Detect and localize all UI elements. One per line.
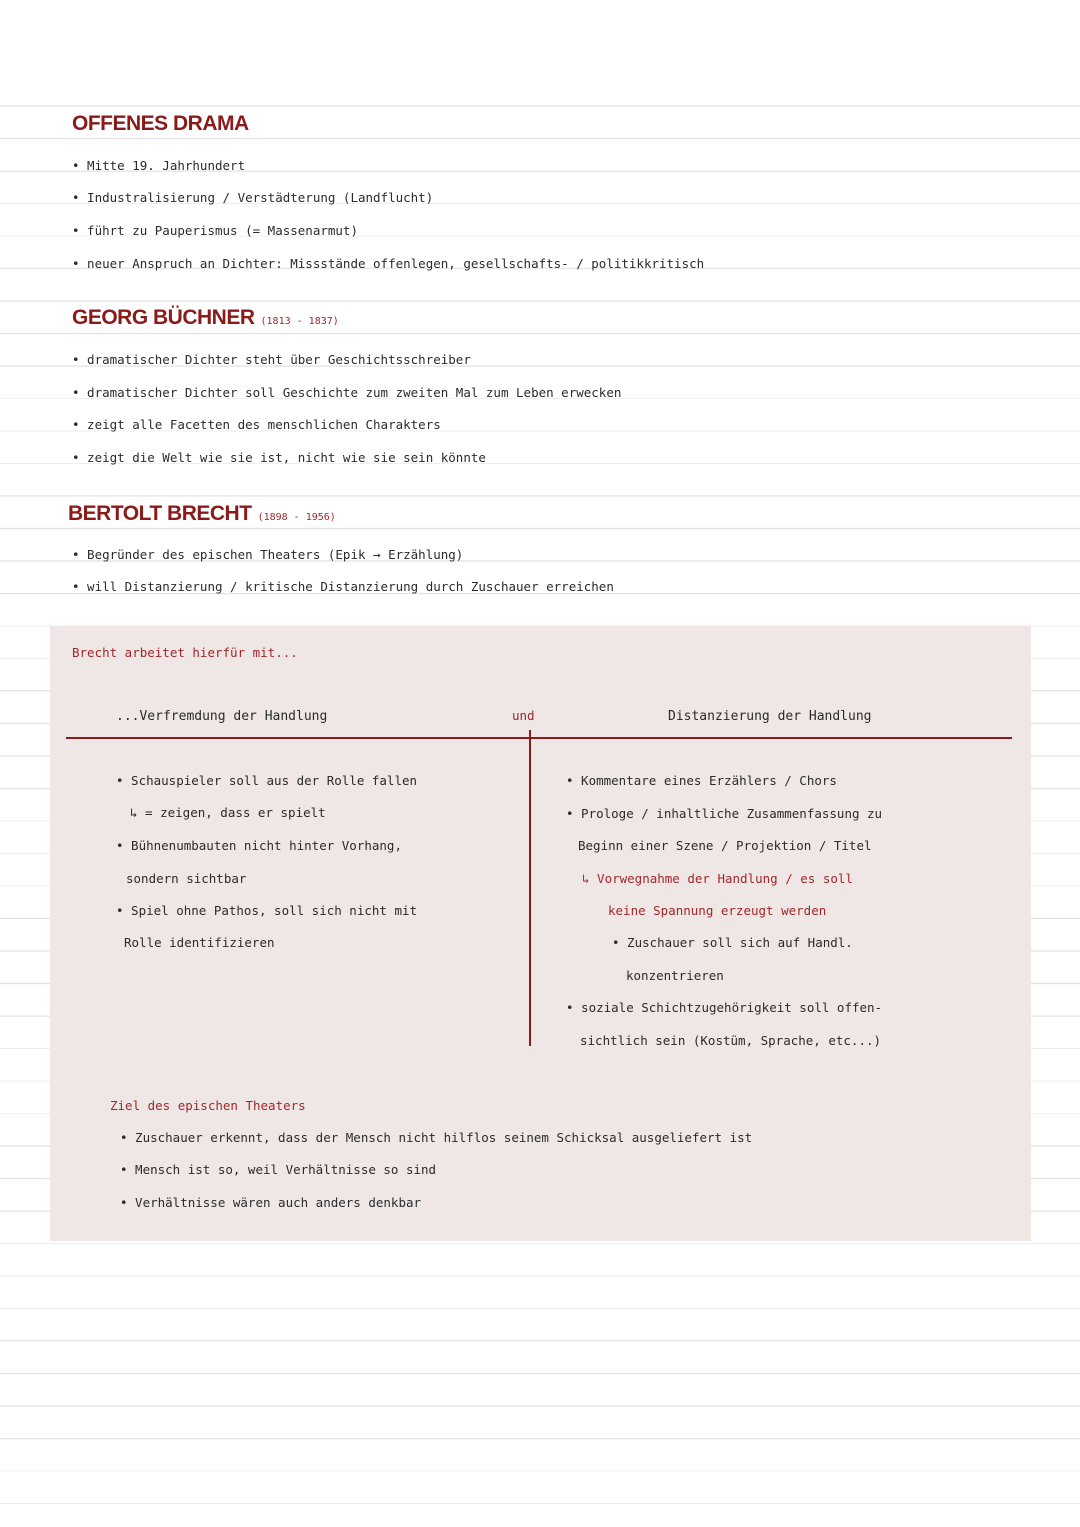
- left-column-line: sondern sichtbar: [126, 871, 247, 886]
- top-margin: [0, 0, 1080, 105]
- left-column-line: • Spiel ohne Pathos, soll sich nicht mit: [116, 903, 418, 918]
- heading-offenes-drama-text: OFFENES DRAMA: [72, 112, 249, 135]
- right-column-line: sichtlich sein (Kostüm, Sprache, etc...): [580, 1033, 882, 1048]
- left-column-heading: ...Verfremdung der Handlung: [116, 709, 328, 724]
- brecht-dates: (1898 - 1956): [257, 512, 336, 523]
- bullet-line: • neuer Anspruch an Dichter: Missstände offenlegen, gesellschafts- / politikkritisch: [72, 256, 705, 271]
- right-column-line: Beginn einer Szene / Projektion / Titel: [578, 838, 872, 853]
- bullet-line: • will Distanzierung / kritische Distanzierung durch Zuschauer erreichen: [72, 579, 614, 594]
- right-column-line: • Kommentare eines Erzählers / Chors: [566, 773, 837, 788]
- goal-line: • Mensch ist so, weil Verhältnisse so sind: [120, 1162, 437, 1177]
- right-column-line: konzentrieren: [626, 968, 724, 983]
- buechner-dates: (1813 - 1837): [260, 316, 339, 327]
- left-column-line: ↳ = zeigen, dass er spielt: [130, 805, 326, 820]
- table-vertical-rule: [529, 730, 531, 1046]
- bullet-line: • dramatischer Dichter steht über Geschichtsschreiber: [72, 352, 471, 367]
- heading-bertolt-brecht: [68, 502, 336, 526]
- box-intro: Brecht arbeitet hierfür mit...: [72, 645, 298, 660]
- goal-title: Ziel des epischen Theaters: [110, 1098, 306, 1113]
- left-column-line: • Bühnenumbauten nicht hinter Vorhang,: [116, 838, 402, 853]
- right-column-line: keine Spannung erzeugt werden: [608, 903, 827, 918]
- right-column-line: • Zuschauer soll sich auf Handl.: [612, 935, 853, 950]
- right-column-line: • Prologe / inhaltliche Zusammenfassung zu: [566, 806, 883, 821]
- right-column-line: • soziale Schichtzugehörigkeit soll offen-: [566, 1000, 883, 1015]
- bullet-line: • führt zu Pauperismus (= Massenarmut): [72, 223, 358, 238]
- heading-offenes-drama: [72, 112, 249, 136]
- left-column-line: Rolle identifizieren: [124, 935, 275, 950]
- goal-line: • Verhältnisse wären auch anders denkbar: [120, 1195, 422, 1210]
- left-column-line: • Schauspieler soll aus der Rolle fallen: [116, 773, 418, 788]
- right-column-heading: Distanzierung der Handlung: [668, 709, 872, 724]
- bullet-line: • zeigt die Welt wie sie ist, nicht wie sie sein könnte: [72, 450, 486, 465]
- and-label: und: [512, 708, 535, 723]
- heading-georg-buechner: [72, 306, 339, 330]
- table-horizontal-rule: [66, 737, 1012, 739]
- bullet-line: • Industralisierung / Verstädterung (Landflucht): [72, 190, 434, 205]
- bullet-line: • zeigt alle Facetten des menschlichen Charakters: [72, 417, 441, 432]
- heading-buechner-text: GEORG BÜCHNER: [72, 306, 255, 329]
- bullet-line: • dramatischer Dichter soll Geschichte zum zweiten Mal zum Leben erwecken: [72, 385, 622, 400]
- right-column-line: ↳ Vorwegnahme der Handlung / es soll: [582, 871, 853, 886]
- bullet-line: • Mitte 19. Jahrhundert: [72, 158, 246, 173]
- goal-line: • Zuschauer erkennt, dass der Mensch nicht hilflos seinem Schicksal ausgeliefert ist: [120, 1130, 753, 1145]
- heading-brecht-text: BERTOLT BRECHT: [68, 502, 252, 525]
- bullet-line: • Begründer des epischen Theaters (Epik → Erzählung): [72, 547, 464, 562]
